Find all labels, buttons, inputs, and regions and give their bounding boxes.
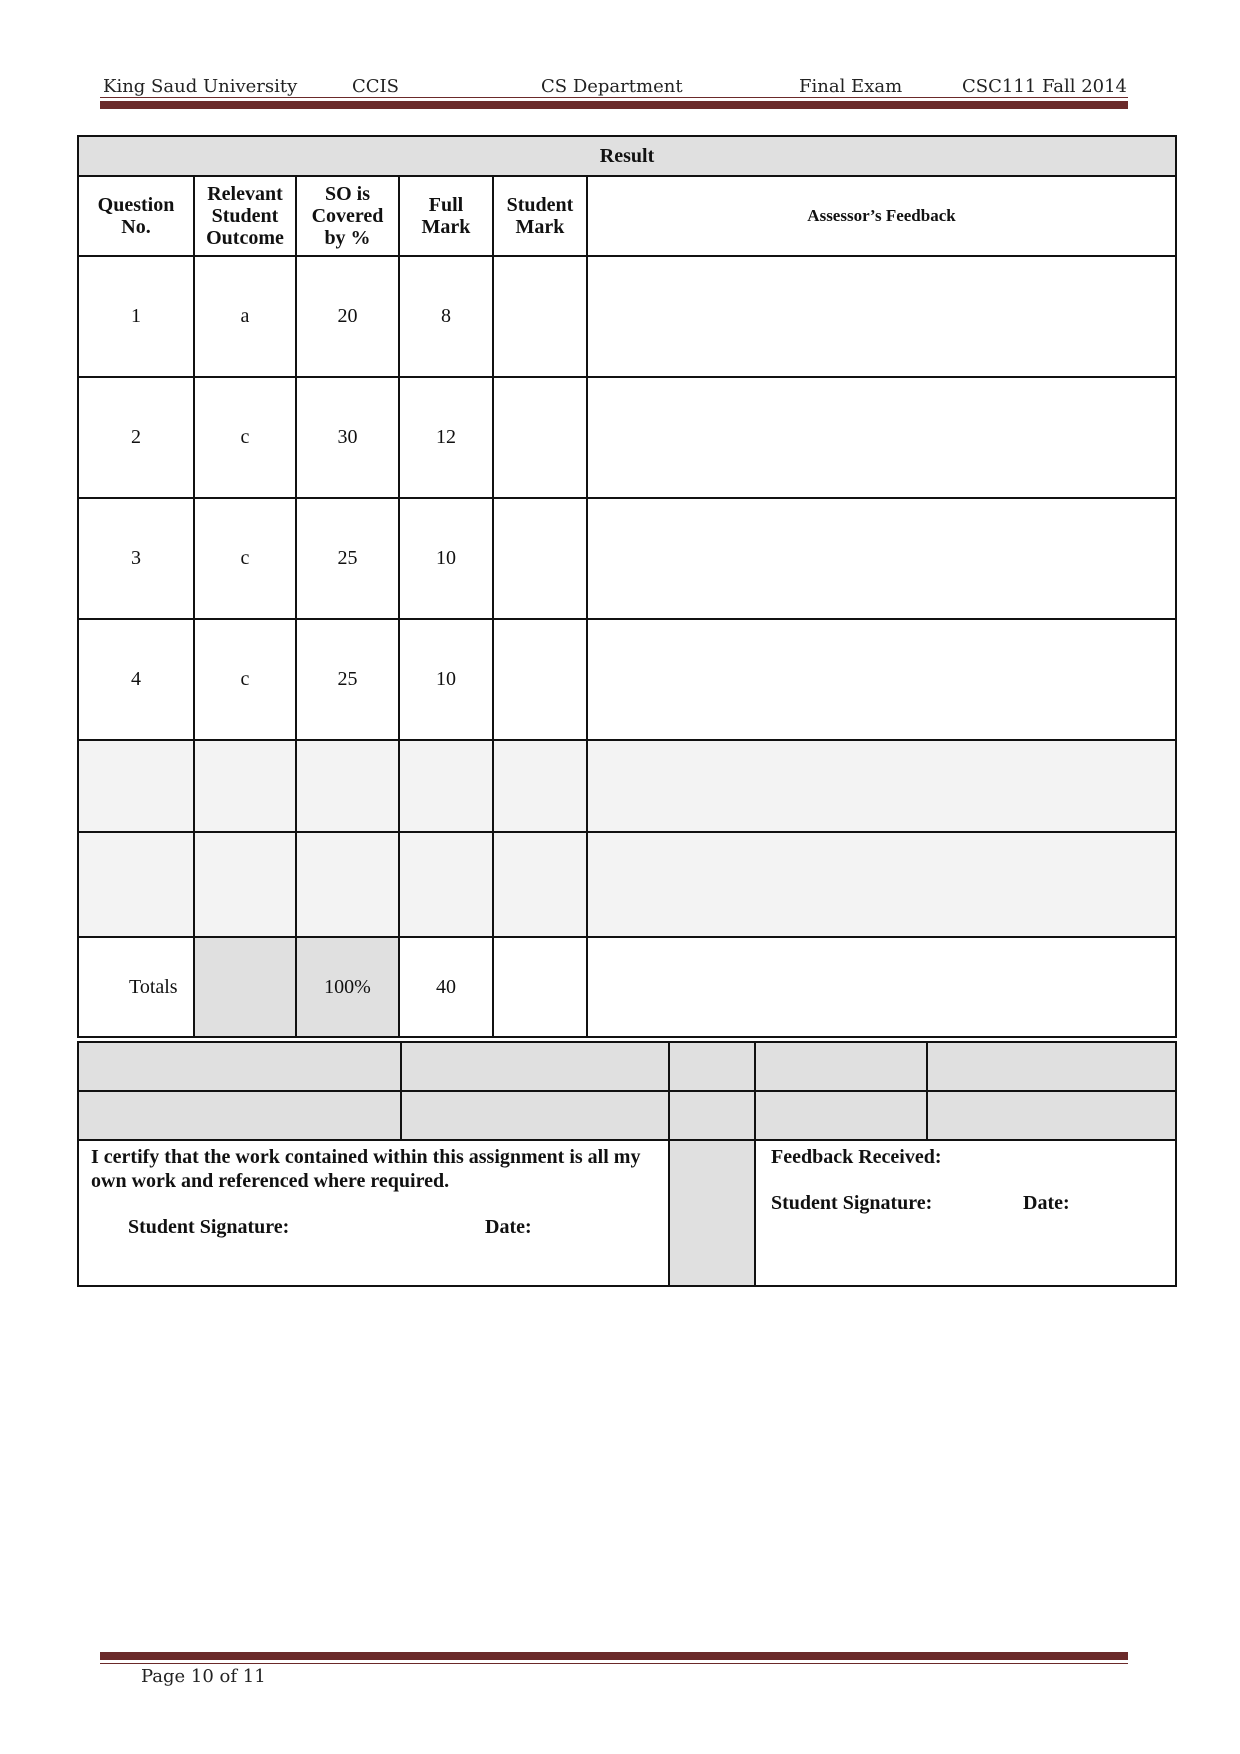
certification-block bbox=[78, 1140, 669, 1286]
empty-row bbox=[78, 740, 1176, 832]
result-title: Result bbox=[78, 136, 1176, 176]
col-student-line2: Mark bbox=[515, 216, 565, 238]
grey-cell bbox=[401, 1091, 669, 1140]
grey-cell bbox=[669, 1042, 755, 1091]
totals-feedback[interactable] bbox=[587, 937, 1176, 1037]
cell-feedback[interactable] bbox=[587, 377, 1176, 498]
cell-outcome: a bbox=[194, 256, 296, 377]
cell-so: 20 bbox=[296, 256, 399, 377]
header-university: King Saud University bbox=[103, 76, 298, 97]
col-student-line1: Student bbox=[506, 194, 574, 216]
grey-row bbox=[78, 1042, 1176, 1091]
cell-so: 25 bbox=[296, 619, 399, 740]
empty-cell bbox=[78, 740, 194, 832]
totals-outcome-cell bbox=[194, 937, 296, 1037]
col-outcome-line1: Relevant bbox=[207, 183, 283, 205]
empty-cell bbox=[493, 832, 587, 937]
totals-student-mark[interactable] bbox=[493, 937, 587, 1037]
col-question-line2: No. bbox=[121, 216, 151, 238]
cell-full-mark: 10 bbox=[399, 498, 493, 619]
empty-cell bbox=[78, 832, 194, 937]
empty-cell bbox=[194, 832, 296, 937]
result-table bbox=[77, 135, 1177, 1038]
empty-cell bbox=[493, 740, 587, 832]
table-row bbox=[78, 256, 1176, 377]
cell-student-mark[interactable] bbox=[493, 498, 587, 619]
col-so bbox=[296, 176, 399, 256]
cell-feedback[interactable] bbox=[587, 619, 1176, 740]
feedback-received-block bbox=[755, 1140, 1176, 1286]
feedback-received-label: Feedback Received: bbox=[771, 1146, 942, 1168]
certification-statement-line1: I certify that the work contained within this assignment is all my bbox=[91, 1146, 641, 1168]
table-row bbox=[78, 619, 1176, 740]
empty-cell bbox=[587, 740, 1176, 832]
cell-full-mark: 12 bbox=[399, 377, 493, 498]
cell-question: 4 bbox=[78, 619, 194, 740]
footer-rule bbox=[100, 1652, 1128, 1660]
grey-cell bbox=[669, 1091, 755, 1140]
feedback-signature-label: Student Signature: bbox=[771, 1192, 933, 1214]
grey-cell bbox=[755, 1091, 927, 1140]
col-outcome-line3: Outcome bbox=[206, 227, 284, 249]
grey-cell bbox=[78, 1042, 401, 1091]
empty-cell bbox=[587, 832, 1176, 937]
empty-row bbox=[78, 832, 1176, 937]
header-department: CS Department bbox=[541, 76, 683, 97]
divider-cell bbox=[669, 1140, 755, 1286]
cell-question: 3 bbox=[78, 498, 194, 619]
table-row bbox=[78, 498, 1176, 619]
cell-student-mark[interactable] bbox=[493, 256, 587, 377]
totals-row bbox=[78, 937, 1176, 1037]
totals-so: 100% bbox=[296, 937, 399, 1037]
cell-outcome: c bbox=[194, 377, 296, 498]
grey-cell bbox=[401, 1042, 669, 1091]
grey-row bbox=[78, 1091, 1176, 1140]
cell-feedback[interactable] bbox=[587, 498, 1176, 619]
empty-cell bbox=[296, 740, 399, 832]
column-header-row bbox=[78, 176, 1176, 256]
empty-cell bbox=[296, 832, 399, 937]
totals-full-mark: 40 bbox=[399, 937, 493, 1037]
cell-so: 25 bbox=[296, 498, 399, 619]
header-exam: Final Exam bbox=[799, 76, 903, 97]
page-number: Page 10 of 11 bbox=[141, 1666, 266, 1687]
col-outcome bbox=[194, 176, 296, 256]
empty-cell bbox=[399, 832, 493, 937]
header-college: CCIS bbox=[352, 76, 399, 97]
certification-date-label: Date: bbox=[485, 1216, 532, 1238]
col-question-line1: Question bbox=[97, 194, 175, 216]
cell-feedback[interactable] bbox=[587, 256, 1176, 377]
feedback-signature-line bbox=[771, 1191, 1165, 1215]
grey-cell bbox=[927, 1091, 1176, 1140]
totals-label: Totals bbox=[78, 937, 194, 1037]
cell-full-mark: 8 bbox=[399, 256, 493, 377]
signature-table bbox=[77, 1041, 1177, 1287]
certification-signature-line bbox=[91, 1215, 658, 1239]
cell-full-mark: 10 bbox=[399, 619, 493, 740]
col-full-line1: Full bbox=[428, 194, 464, 216]
cell-student-mark[interactable] bbox=[493, 619, 587, 740]
col-full-line2: Mark bbox=[421, 216, 471, 238]
feedback-date-label: Date: bbox=[1023, 1192, 1070, 1214]
col-outcome-line2: Student bbox=[211, 205, 279, 227]
col-student-mark bbox=[493, 176, 587, 256]
col-so-line1: SO is bbox=[324, 183, 371, 205]
col-question bbox=[78, 176, 194, 256]
signature-row bbox=[78, 1140, 1176, 1286]
page-header bbox=[101, 76, 1127, 102]
header-course: CSC111 Fall 2014 bbox=[962, 76, 1127, 97]
table-row bbox=[78, 377, 1176, 498]
cell-student-mark[interactable] bbox=[493, 377, 587, 498]
grey-cell bbox=[78, 1091, 401, 1140]
cell-question: 2 bbox=[78, 377, 194, 498]
cell-outcome: c bbox=[194, 498, 296, 619]
certification-signature-label: Student Signature: bbox=[128, 1216, 290, 1238]
grey-cell bbox=[755, 1042, 927, 1091]
empty-cell bbox=[194, 740, 296, 832]
col-so-line3: by % bbox=[324, 227, 371, 249]
empty-cell bbox=[399, 740, 493, 832]
col-feedback: Assessor’s Feedback bbox=[587, 176, 1176, 256]
col-full-mark bbox=[399, 176, 493, 256]
cell-question: 1 bbox=[78, 256, 194, 377]
grey-cell bbox=[927, 1042, 1176, 1091]
cell-so: 30 bbox=[296, 377, 399, 498]
header-rule bbox=[100, 101, 1128, 109]
col-so-line2: Covered bbox=[311, 205, 384, 227]
certification-statement-line2: own work and referenced where required. bbox=[91, 1170, 450, 1192]
cell-outcome: c bbox=[194, 619, 296, 740]
